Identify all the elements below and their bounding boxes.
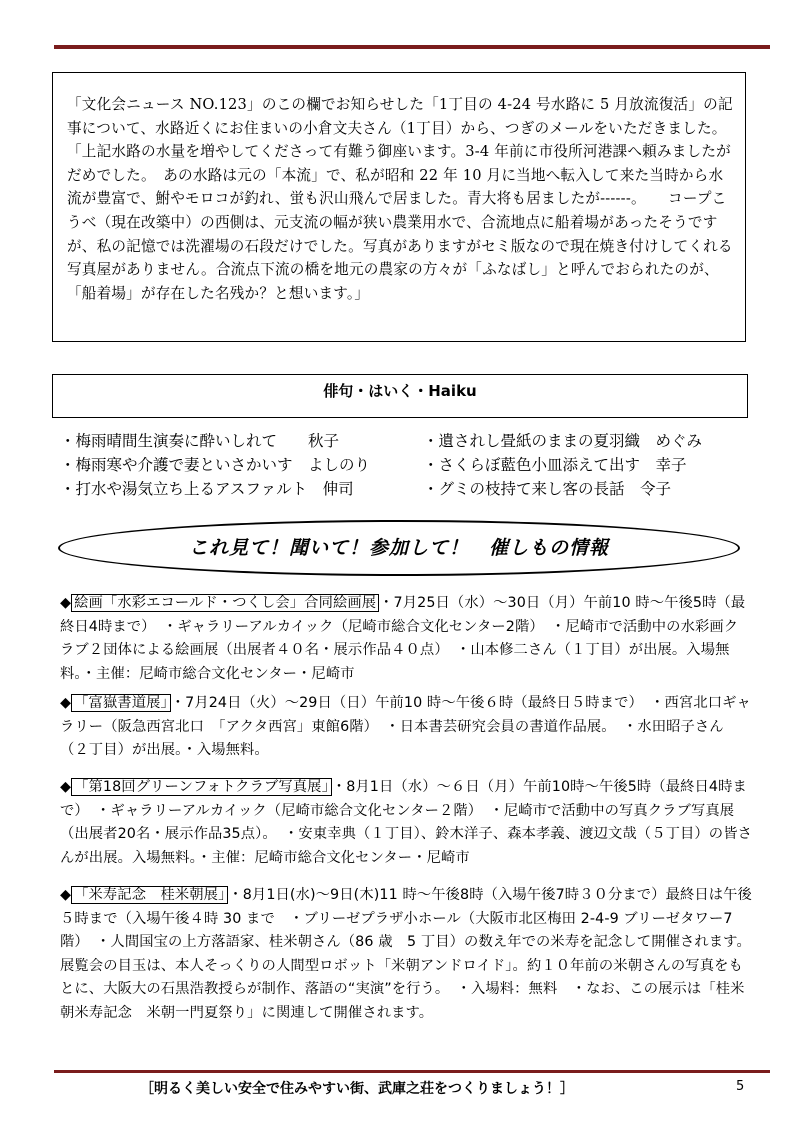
event-marker: ◆ (60, 595, 72, 611)
event-marker: ◆ (60, 695, 72, 711)
event-body: ・8月1日(水)〜9日(木)11 時〜午後8時（入場午後7時３０分まで）最終日は午後５時まで（入場午後４時 30 まで ・ブリーゼプラザ小ホール（大阪市北区梅田 2-4-9 ブリーゼタワー7階） ・人間国宝の上方落語家、桂米朝さん（86 歳 5 丁目）の数え年での米寿を記念して開催されます。展覧会の目玉は、本人そっくりの人間型ロボット「米朝アンドロイド」。約１０年前の米朝さんの写真をもとに、大阪大の石黒浩教授らが制作、落語の“実演”を行う。 ・入場料：無料 ・なお、この展示は「桂米朝米寿記念 米朝一門夏祭り」に関連して開催されます。 (60, 887, 752, 1021)
event-title: 「富嶽書道展」 (71, 694, 171, 712)
notice-paragraph-1: 「文化会ニュース NO.123」のこの欄でお知らせした「1丁目の 4-24 号水路に 5 月放流復活」の記事について、水路近くにお住まいの小倉文夫さん（1丁目）から、つぎのメールをいただきました。 (67, 96, 733, 137)
notice-box (52, 72, 746, 342)
event-marker: ◆ (60, 887, 72, 903)
haiku-item: ・さくらぼ藍色小皿添えて出す 幸子 (423, 456, 687, 474)
page-number: 5 (736, 1079, 745, 1094)
notice-paragraph-2: 「上記水路の水量を増やしてくださって有難う御座います。3-4 年前に市役所河港課へ頼みましたがだめでした。 あの水路は元の「本流」で、私が昭和 22 年 10 月に当地へ転入して来た当時から水流が豊富で、鮒やモロコが釣れ、蛍も沢山飛んで居ました。青大将も居ましたが------。 コープこうべ（現在改築中）の西側は、元支流の幅が狭い農業用水で、合流地点に船着場があったそうですが、私の記憶では洗濯場の石段だけでした。写真がありますがセミ版なので現在焼き付けしてくれる写真屋がありません。合流点下流の橋を地元の農家の方々が「ふなばし」と呼んでおられたのが、「船着場」が存在した名残か？と想います。」 (67, 143, 733, 302)
event-body: ・8月1日（水）〜６日（月）午前10時〜午後5時（最終日4時まで） ・ギャラリーアルカイック（尼崎市総合文化センター２階） ・尼崎市で活動中の写真クラブ写真展（出展者20名・展示作品35点）。 ・安東幸典（１丁目）、鈴木洋子、森本孝義、渡辺文哉（５丁目）の皆さんが出展。入場無料。・主催：尼崎市総合文化センター・尼崎市 (60, 779, 752, 866)
event-item (60, 592, 752, 686)
event-body: ・7月25日（水）〜30日（月）午前10 時〜午後5時（最終日4時まで） ・ギャラリーアルカイック（尼崎市総合文化センター2階） ・尼崎市で活動中の水彩画クラブ２団体による絵画展（出展者４０名・展示作品４０点） ・山本修二さん（１丁目）が出展。入場無料。・主催：尼崎市総合文化センター・尼崎市 (60, 595, 746, 682)
haiku-heading: 俳句・はいく・Haiku (52, 374, 748, 418)
haiku-item: ・遺されし畳紙のままの夏羽織 めぐみ (423, 432, 703, 450)
events-banner: これ見て！聞いて！参加して！ 催しもの情報 (58, 520, 740, 576)
event-body: ・7月24日（火）〜29日（日）午前10 時〜午後６時（最終日５時まで） ・西宮北口ギャラリー（阪急西宮北口 「アクタ西宮」東館6階） ・日本書芸研究会員の書道作品展。 ・水田昭子さん（２丁目）が出展。・入場無料。 (60, 695, 751, 758)
event-marker: ◆ (60, 779, 72, 795)
haiku-item: ・梅雨寒や介護で妻といさかいす よしのり (60, 456, 371, 474)
event-title: 絵画「水彩エコールド・つくし会」合同絵画展 (71, 594, 379, 612)
haiku-item: ・グミの枝持て来し客の長話 令子 (423, 480, 672, 498)
bottom-rule (54, 1070, 770, 1073)
event-item (60, 776, 752, 870)
event-item (60, 884, 752, 1025)
top-rule (54, 45, 770, 49)
event-title: 「米寿記念 桂米朝展」 (71, 886, 228, 904)
haiku-item: ・梅雨晴間生演奏に酔いしれて 秋子 (60, 432, 340, 450)
footer-slogan: ［明るく美しい安全で住みやすい街、武庫之荘をつくりましょう！］ (140, 1081, 574, 1097)
haiku-item: ・打水や湯気立ち上るアスファルト 伸司 (60, 480, 354, 498)
event-item (60, 692, 752, 763)
event-title: 「第18回グリーンフォトクラブ写真展」 (71, 778, 332, 796)
